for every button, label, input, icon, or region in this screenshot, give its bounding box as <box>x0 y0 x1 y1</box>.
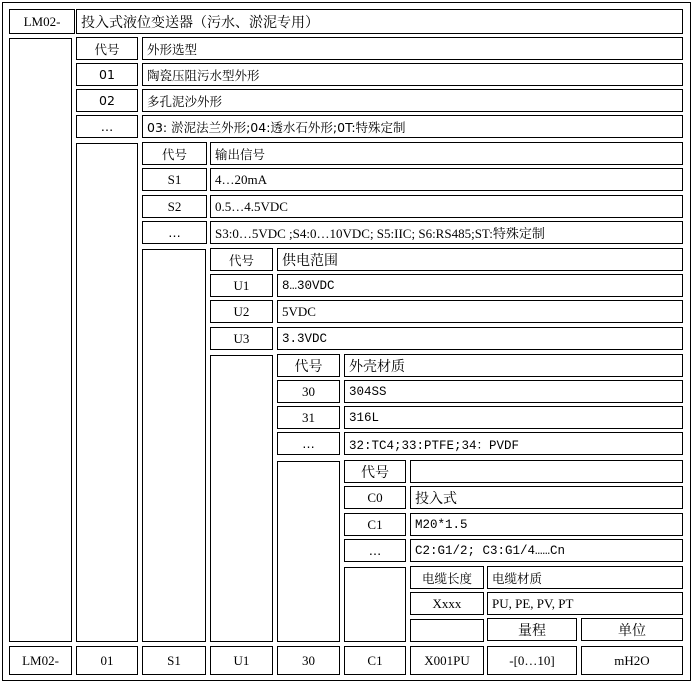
outer-shape-desc: 多孔泥沙外形 <box>142 89 683 112</box>
outer-shape-desc: 03: 淤泥法兰外形;04:透水石外形;0T:特殊定制 <box>142 115 683 138</box>
outer-shape-code: 01 <box>76 63 138 86</box>
connection-desc: C2:G1/2; C3:G1/4……Cn <box>410 539 683 562</box>
power-code: U1 <box>210 274 273 297</box>
example-cable: X001PU <box>410 646 484 675</box>
connection-code-header: 代号 <box>344 460 406 483</box>
housing-desc: 304SS <box>344 380 683 403</box>
output-signal-code: S2 <box>142 195 207 218</box>
housing-desc: 316L <box>344 406 683 429</box>
housing-name-header: 外壳材质 <box>344 354 683 377</box>
cable-length-header: 电缆长度 <box>410 566 484 589</box>
power-code-header: 代号 <box>210 248 273 271</box>
outer-shape-code: … <box>76 115 138 138</box>
connection-column-spacer <box>344 567 406 642</box>
output-signal-code: … <box>142 221 207 244</box>
power-code: U3 <box>210 327 273 350</box>
outer-shape-name-header: 外形选型 <box>142 37 683 60</box>
power-desc: 8…30VDC <box>277 274 683 297</box>
prefix-column-spacer <box>9 38 72 642</box>
output-signal-column-spacer <box>142 249 206 642</box>
output-signal-desc: 0.5…4.5VDC <box>210 195 683 218</box>
connection-code: C1 <box>344 513 406 536</box>
connection-name-header <box>410 460 683 483</box>
output-signal-name-header: 输出信号 <box>210 142 683 165</box>
output-signal-code: S1 <box>142 168 207 191</box>
power-name-header: 供电范围 <box>277 248 683 271</box>
example-outer-shape: 01 <box>76 646 138 675</box>
housing-column-spacer <box>277 461 340 642</box>
housing-code-header: 代号 <box>277 354 340 377</box>
housing-code: 30 <box>277 380 340 403</box>
power-desc: 5VDC <box>277 300 683 323</box>
connection-code: … <box>344 539 406 562</box>
housing-desc: 32:TC4;33:PTFE;34：PVDF <box>344 432 683 455</box>
example-model: LM02- <box>9 646 72 675</box>
connection-desc: 投入式 <box>410 486 683 509</box>
housing-code: 31 <box>277 406 340 429</box>
example-range: -[0…10] <box>487 646 577 675</box>
outer-shape-code-header: 代号 <box>76 37 138 60</box>
output-signal-desc: S3:0…5VDC ;S4:0…10VDC; S5:IIC; S6:RS485;ST:特殊定制 <box>210 221 683 244</box>
model-prefix: LM02- <box>9 9 75 34</box>
connection-code: C0 <box>344 486 406 509</box>
outer-shape-code: 02 <box>76 89 138 112</box>
range-header: 量程 <box>487 618 577 641</box>
cable-length-value: Xxxx <box>410 592 484 615</box>
cable-material-header: 电缆材质 <box>487 566 683 589</box>
cable-spacer <box>410 619 484 642</box>
example-power: U1 <box>210 646 273 675</box>
power-column-spacer <box>210 355 273 642</box>
cable-material-options: PU, PE, PV, PT <box>487 592 683 615</box>
unit-header: 单位 <box>581 618 683 641</box>
example-housing: 30 <box>277 646 340 675</box>
example-connection: C1 <box>344 646 406 675</box>
connection-desc: M20*1.5 <box>410 513 683 536</box>
power-code: U2 <box>210 300 273 323</box>
outer-shape-desc: 陶瓷压阻污水型外形 <box>142 63 683 86</box>
output-signal-desc: 4…20mA <box>210 168 683 191</box>
housing-code: … <box>277 432 340 455</box>
example-unit: mH2O <box>581 646 683 675</box>
outer-shape-column-spacer <box>76 143 138 642</box>
example-output-signal: S1 <box>142 646 206 675</box>
output-signal-code-header: 代号 <box>142 142 207 165</box>
power-desc: 3.3VDC <box>277 327 683 350</box>
page-title: 投入式液位变送器（污水、淤泥专用） <box>76 9 683 34</box>
